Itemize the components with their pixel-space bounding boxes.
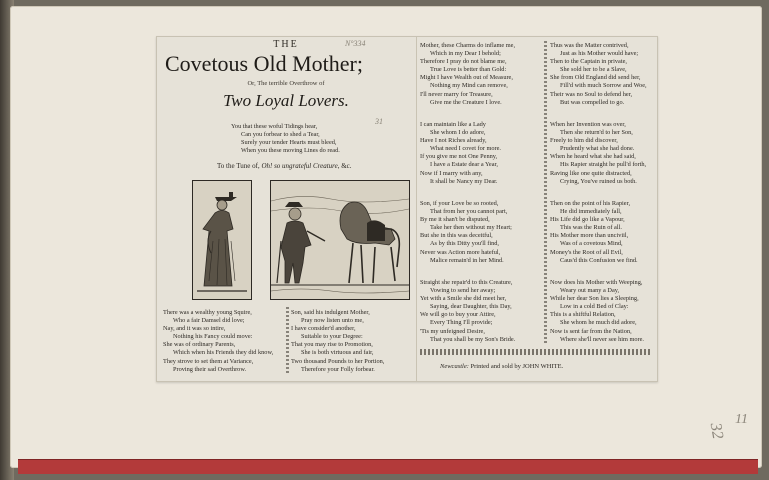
column-rule-2 [544,41,547,345]
tune-line: To the Tune of, Oh! so ungrateful Creature, &c. [217,162,352,170]
intro-verse: You that these woful Tidings hear, Can you forbear to shed a Tear, Surely your tender Hearts must bleed, When you these moving Lines do read. [231,123,340,155]
woodcut-horse-icon [271,181,409,299]
ornament-border [420,349,652,355]
title-subtitle: Or, The terrible Overthrow of [247,80,325,87]
verse-column-3b: I can maintain like a Lady She whom I do adore, Have I not Riches already, What need I covet for more. If you give me not One Penny, I have a Estate dear a Year, Now if I marry with any, It shall be Nancy my Dear. [420,121,501,185]
pencil-mark-b: 32 [706,421,727,441]
woodcut-man-and-horse [270,180,410,300]
verse-column-4b: When her Invention was over, Then she return'd to her Son, Freely to him did discover, Prudently what she had done. When he heard what she had said, His Rapier straight he pull'd forth, Raving like one quite distracted, Crying, You've ruined us both. [550,121,647,185]
column-rule-1 [286,307,289,375]
verse-column-3a: Mother, these Charms do inflame me, Which in my Dear I behold; Therefore I pray do not blame me, True Love is better than Gold: Might I have Wealth out of Measure, Nothing my Mind can remove, I'll never marry for Treasure, Give me the Creature I love. [420,42,516,106]
broadside-sheet [156,36,658,382]
title-main: Covetous Old Mother; [165,51,363,76]
verse-column-4c: Then on the point of his Rapier, He did immediately fall, His Life did go like a Vapour, This was the Ruin of all. His Mother more than unciviil, Was of a covetous Mind, Money's the Root of all Evil, Caus'd this Confusion we find. [550,200,638,264]
verse-column-1: There was a wealthy young Squire, Who a fair Damsel did love; Nay, and it was so intire, Nothing his Fancy could move: She was of ordinary Parents, Which when his Friends they did know, They strove to set them at Variance, Proving their sad Overthrow. [163,309,274,373]
title-two-loyal-lovers: Two Loyal Lovers. [223,91,349,110]
title-the: THE [273,39,299,50]
verse-column-4a: Thus was the Matter contrived, Just as his Mother would have; Then to the Captain in private, She sold her to be a Slave, She from Old England did send her, Fill'd with much Sorrow and Woe, Their was no Soul to defend her, But was compelled to go. [550,42,647,106]
imprint-line: Newcastle: Printed and sold by JOHN WHITE. [440,363,564,370]
verse-column-3c: Son, if your Love be so rooted, That from her you cannot part, By me it shan't be disputed, Take her then without my Heart; But she in this was deceitful, As by this Ditty you'll find, Never was Action more hateful, Malice remain'd in her Mind. [420,200,512,264]
sheet-fold [416,37,417,381]
woodcut-lady-icon [193,181,251,299]
album-edge-binding [18,459,758,474]
mark-annotation: 31 [375,117,383,126]
ms-number-annotation: N°334 [345,39,366,48]
verse-column-4d: Now does his Mother with Weeping, Weary out many a Day, While her dear Son lies a Sleeping, Low in a cold Bed of Clay: This is a shiftful Relation, She whom he much did adore, Now is sent far from the Nation, Where she'll never see him more. [550,279,645,343]
verse-column-3d: Straight she repair'd to this Creature, Vowing to send her away; Yet with a Smile she did meet her, Saying, dear Daughter, this Day, We will go to buy your Attire, Every Thing I'll provide; 'Tis my unfeigned Desire, That you shall be my Son's Bride. [420,279,516,343]
verse-column-2: Son, said his indulgent Mother, Pray now listen unto me, I have consider'd another, Suitable to your Degree: That you may rise to Promotion, She is both virtuous and fair, Two thousand Pounds to her Portion, Therefore your Folly forbear. [291,309,385,373]
pencil-mark-a: 11 [735,412,748,427]
woodcut-lady [192,180,252,300]
